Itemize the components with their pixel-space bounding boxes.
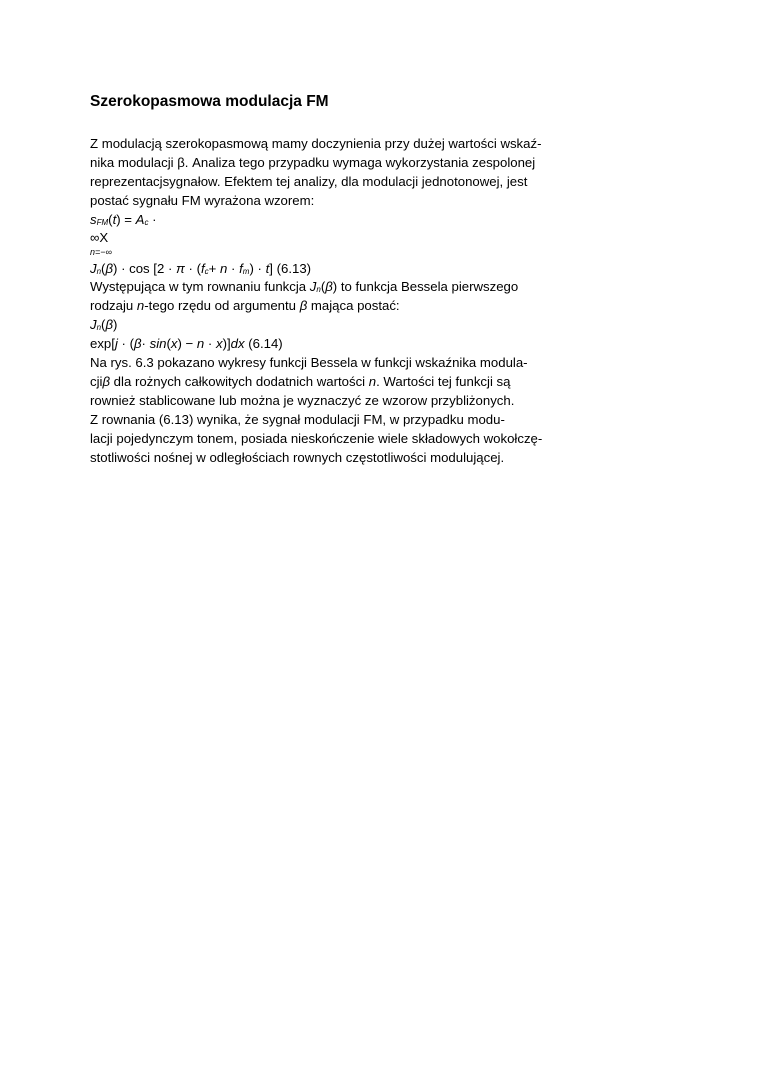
paragraph-1-line-3: reprezentacjsygnałow. Efektem tej analizy, dla modulacji jednotonowej, jest (90, 174, 528, 189)
paragraph-2-line-1: Występująca w tym rownaniu funkcja $J_n(\beta)$ to funkcja Bessela pierwszego (90, 279, 519, 294)
paragraph-1-line-1: Z modulacją szerokopasmową mamy doczynienia przy dużej wartości wskaź- (90, 136, 542, 151)
paragraph-4-line-1: Z rownania (6.13) wynika, że sygnał modulacji FM, w przypadku modu- (90, 412, 505, 427)
equation-6-14-lhs: $J_n(\beta)$ (90, 317, 118, 332)
paragraph-1-line-2: nika modulacji β. Analiza tego przypadku wymaga wykorzystania zespolonej (90, 155, 536, 170)
summation-lower-limit: n=−∞ (90, 247, 112, 257)
paragraph-3-line-3: rownież stablicowane lub można je wyznaczyć ze wzorow przybliżonych. (90, 393, 515, 408)
equation-6-14-integrand: exp[j · (β· sin(x) − n · x)]dx (6.14) (90, 336, 283, 351)
paragraph-2-line-2: rodzaju n-tego rzędu od argumentu β mająca postać: (90, 298, 400, 313)
section-heading: Szerokopasmowa modulacja FM (90, 93, 329, 110)
paragraph-3-line-2: cjiβ dla rożnych całkowitych dodatnich wartości n. Wartości tej funkcji są (90, 374, 511, 389)
equation-6-13-rhs: $J_n(\beta) \cdot \cos [2 \cdot \pi \cdot (f_c+ n \cdot f_m) \cdot t]$ (6.13) (90, 261, 312, 276)
equation-6-13-lhs: $s_{FM}(t) = A_c$ · (90, 212, 157, 227)
paragraph-3-line-1: Na rys. 6.3 pokazano wykresy funkcji Bessela w funkcji wskaźnika modula- (90, 355, 528, 370)
summation-symbol: ∞X (90, 230, 109, 245)
paragraph-4-line-3: stotliwości nośnej w odległościach rownych częstotliwości modulującej. (90, 450, 505, 465)
paragraph-4-line-2: lacji pojedynczym tonem, posiada nieskończenie wiele składowych wokołczę- (90, 431, 543, 446)
paragraph-1-line-4: postać sygnału FM wyrażona wzorem: (90, 193, 315, 208)
